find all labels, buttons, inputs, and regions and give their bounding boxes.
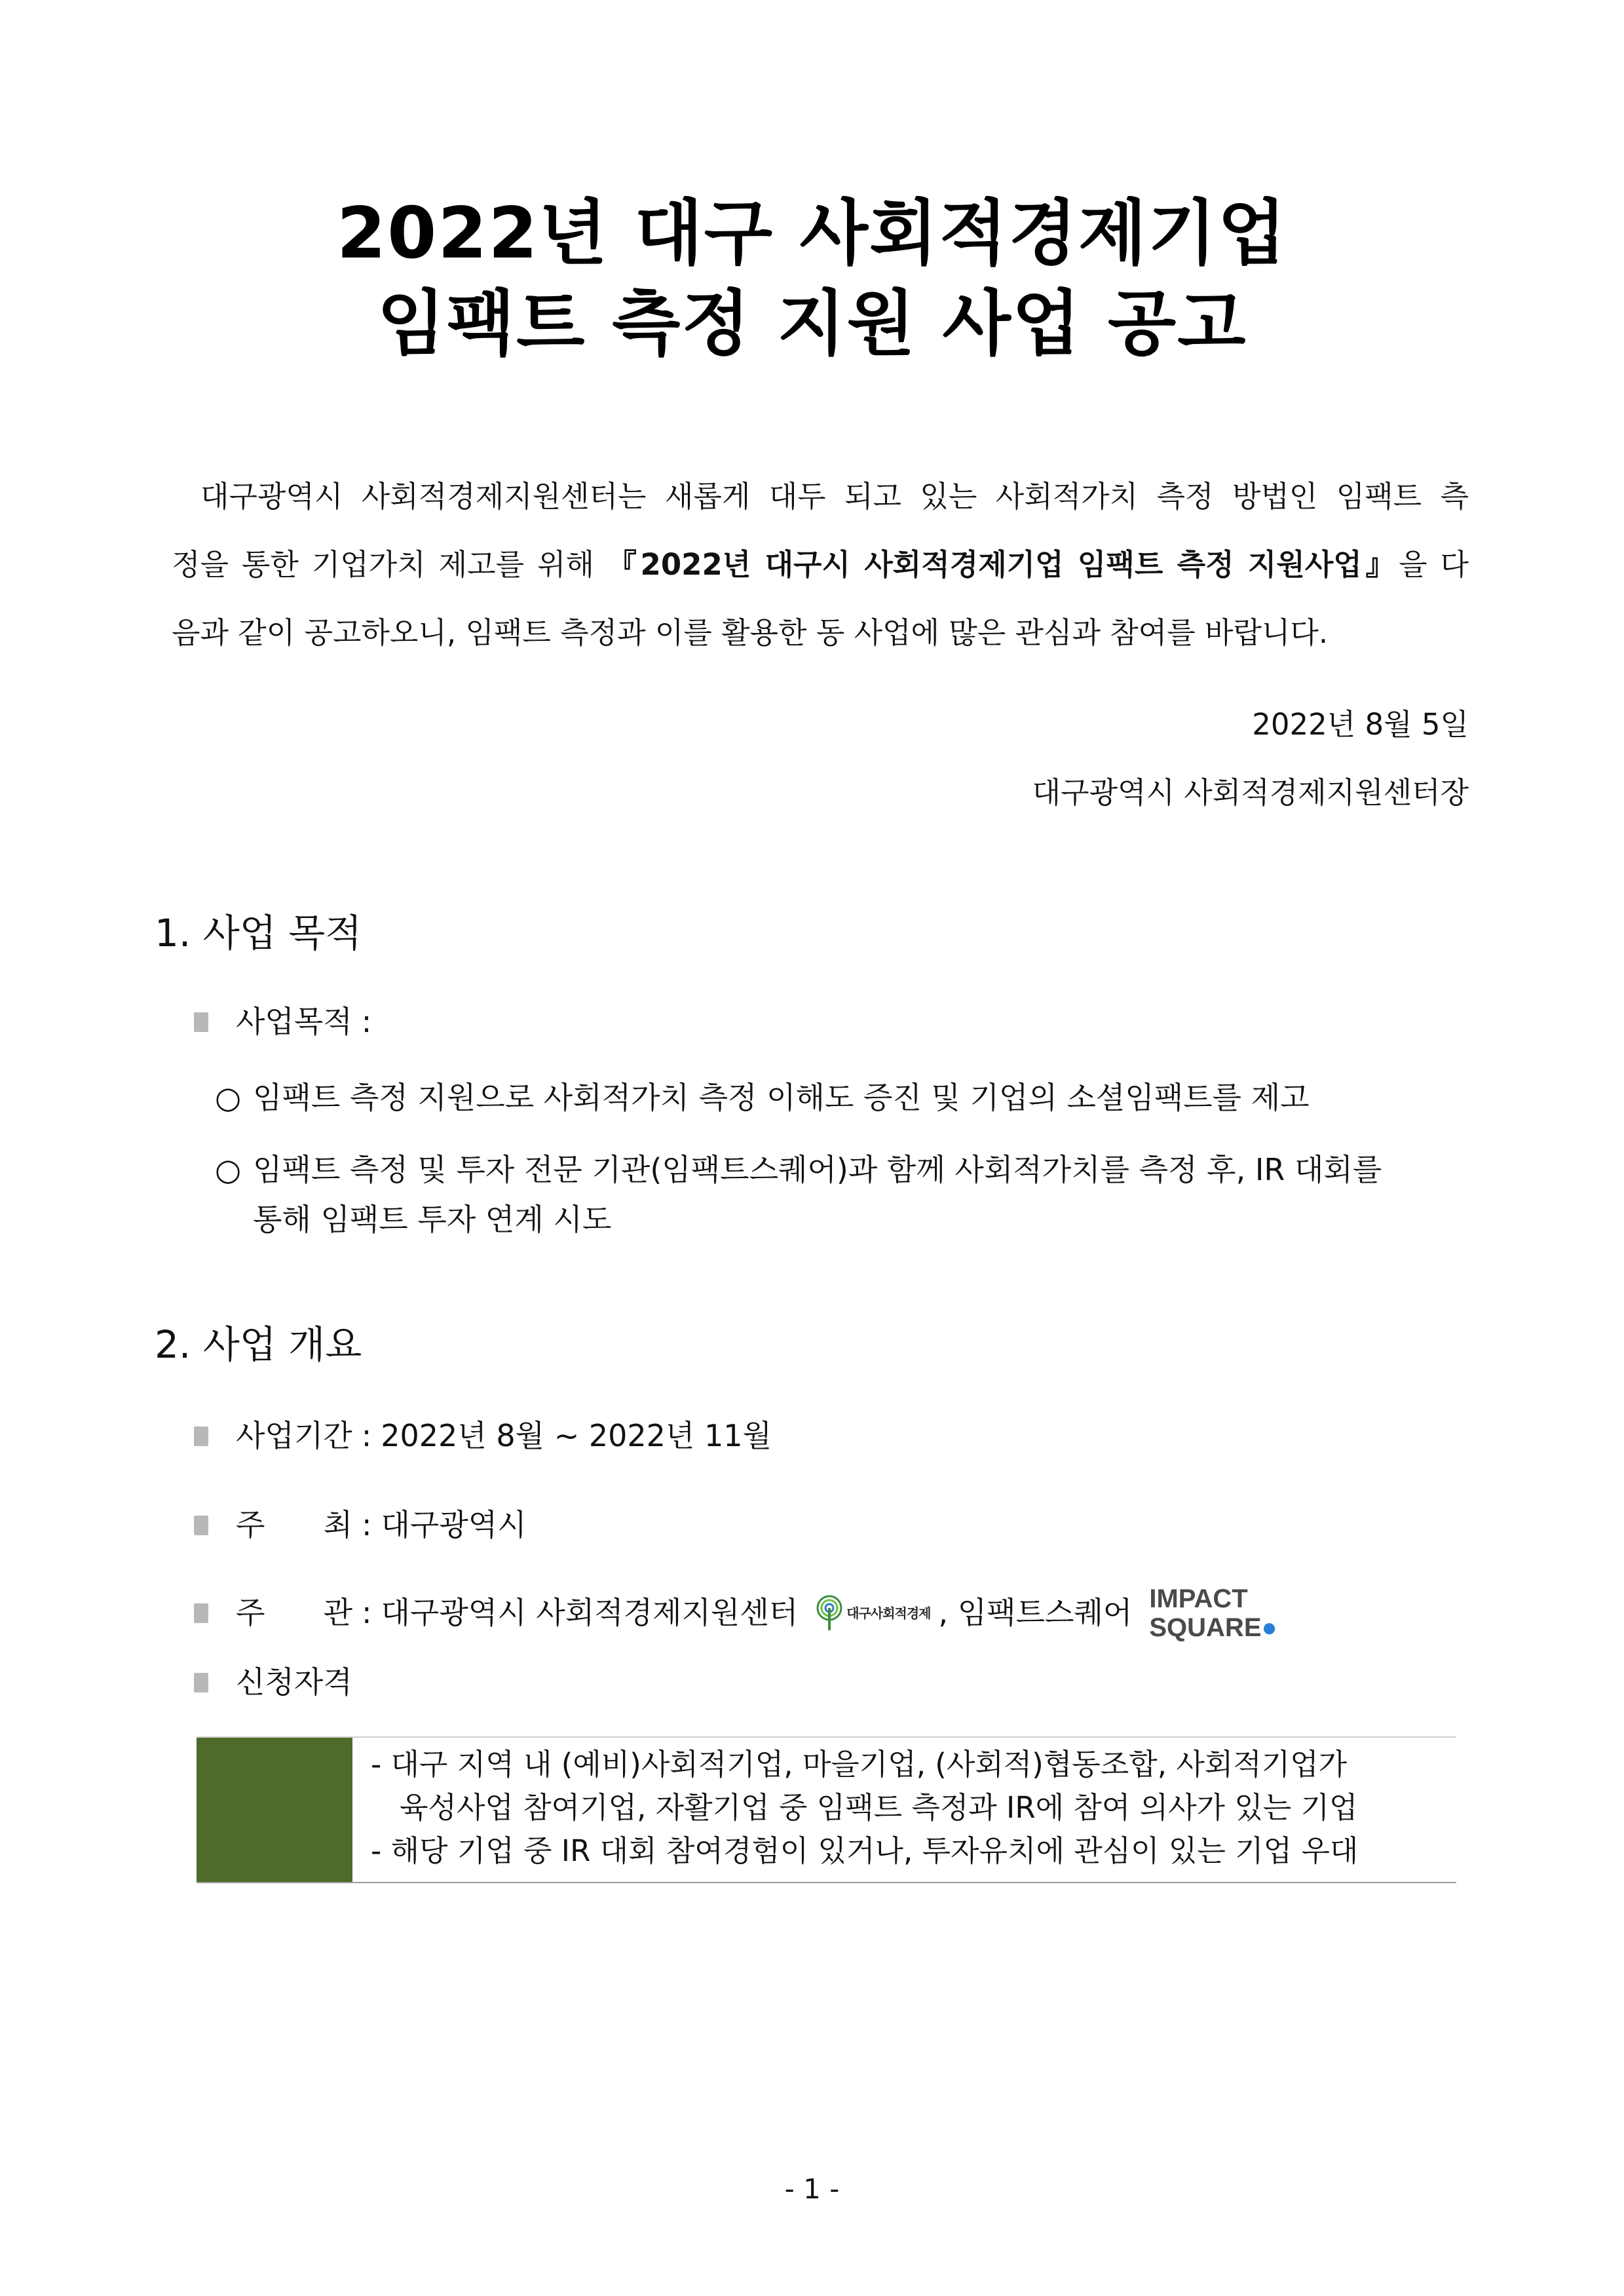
eligibility-line-2: 육성사업 참여기업, 자활기업 중 임팩트 측정과 IR에 참여 의사가 있는 기업 (400, 1790, 1358, 1825)
intro-line-2-pre: 정을 통한 기업가치 제고를 위해 (172, 547, 607, 582)
section-2-heading: 2. 사업 개요 (155, 1322, 362, 1367)
label-separator: : (361, 1004, 372, 1039)
intro-program-name: 『2022년 대구시 사회적경제기업 임팩트 측정 지원사업』 (607, 547, 1399, 582)
daegu-logo-icon (816, 1595, 842, 1632)
label-separator: : (362, 1595, 372, 1631)
intro-line-2-post: 을 다 (1399, 547, 1469, 582)
impact-logo-word-2: SQUARE (1149, 1613, 1262, 1642)
square-bullet-icon (194, 1673, 208, 1693)
purpose-item-2-continuation: 통해 임팩트 투자 연계 시도 (253, 1202, 612, 1237)
eligibility-row (194, 1664, 352, 1700)
title-line-2: 임팩트 측정 지원 사업 공고 (377, 283, 1247, 365)
intro-line-2 (172, 531, 1469, 599)
period-value: 2022년 8월 ~ 2022년 11월 (381, 1418, 772, 1453)
square-bullet-icon (194, 1426, 208, 1446)
period-row (194, 1418, 772, 1454)
signature-block (1032, 691, 1469, 827)
organizer-value-2: , 임팩트스퀘어 (938, 1595, 1133, 1631)
eligibility-content (352, 1738, 1456, 1882)
organizer-label-char-2: 관 (323, 1595, 352, 1631)
host-label (236, 1507, 352, 1543)
impact-logo-line-1: IMPACT (1149, 1584, 1248, 1613)
issuer-name: 대구광역시 사회적경제지원센터장 (1032, 775, 1469, 810)
impact-logo-dot-icon: ● (1261, 1613, 1277, 1642)
section-1-heading: 1. 사업 목적 (155, 911, 362, 955)
organizer-row (194, 1584, 1277, 1642)
host-row (194, 1507, 527, 1543)
page-number: - 1 - (784, 2173, 840, 2205)
host-value: 대구광역시 (381, 1507, 527, 1542)
intro-line-1: 대구광역시 사회적경제지원센터는 새롭게 대두 되고 있는 사회적가치 측정 방법인 임팩트 측 (200, 479, 1469, 514)
intro-line-3: 음과 같이 공고하오니, 임팩트 측정과 이를 활용한 동 사업에 많은 관심과 참여를 바랍니다. (172, 615, 1329, 650)
impact-square-logo (1149, 1584, 1277, 1642)
eligibility-label: 신청자격 (236, 1664, 352, 1700)
purpose-label: 사업목적 (236, 1004, 352, 1039)
impact-logo-line-2 (1149, 1613, 1277, 1642)
label-separator: : (361, 1418, 372, 1453)
period-label: 사업기간 (236, 1418, 352, 1453)
circle-bullet-icon: ○ (215, 1152, 242, 1187)
purpose-bullet (194, 1004, 381, 1040)
eligibility-color-bar (197, 1738, 352, 1882)
announcement-date: 2022년 8월 5일 (1252, 707, 1469, 742)
square-bullet-icon (194, 1516, 208, 1535)
organizer-label-char-1: 주 (236, 1595, 265, 1631)
circle-bullet-icon: ○ (215, 1080, 242, 1115)
title-line-1: 2022년 대구 사회적경제기업 (336, 193, 1288, 275)
square-bullet-icon (194, 1603, 208, 1623)
intro-paragraph (172, 463, 1469, 667)
square-bullet-icon (194, 1012, 208, 1032)
purpose-item-2-text: 임팩트 측정 및 투자 전문 기관(임팩트스퀘어)과 함께 사회적가치를 측정 후, IR 대회를 (253, 1152, 1382, 1187)
organizer-label (236, 1595, 352, 1631)
daegu-social-economy-logo (816, 1595, 930, 1632)
purpose-item-2 (215, 1152, 1382, 1188)
host-label-char-2: 최 (323, 1507, 352, 1542)
purpose-item-1 (215, 1080, 1310, 1116)
purpose-item-1-text: 임팩트 측정 지원으로 사회적가치 측정 이해도 증진 및 기업의 소셜임팩트를 제고 (253, 1080, 1310, 1115)
daegu-logo-text: 대구사회적경제 (846, 1605, 931, 1621)
label-separator: : (362, 1507, 372, 1542)
eligibility-table (197, 1736, 1456, 1883)
organizer-value-1: 대구광역시 사회적경제지원센터 (381, 1595, 799, 1631)
host-label-char-1: 주 (236, 1507, 265, 1542)
eligibility-line-1: - 대구 지역 내 (예비)사회적기업, 마을기업, (사회적)협동조합, 사회적기업가 (371, 1747, 1348, 1782)
eligibility-line-3: - 해당 기업 중 IR 대회 참여경험이 있거나, 투자유치에 관심이 있는 기업 우대 (371, 1833, 1359, 1868)
